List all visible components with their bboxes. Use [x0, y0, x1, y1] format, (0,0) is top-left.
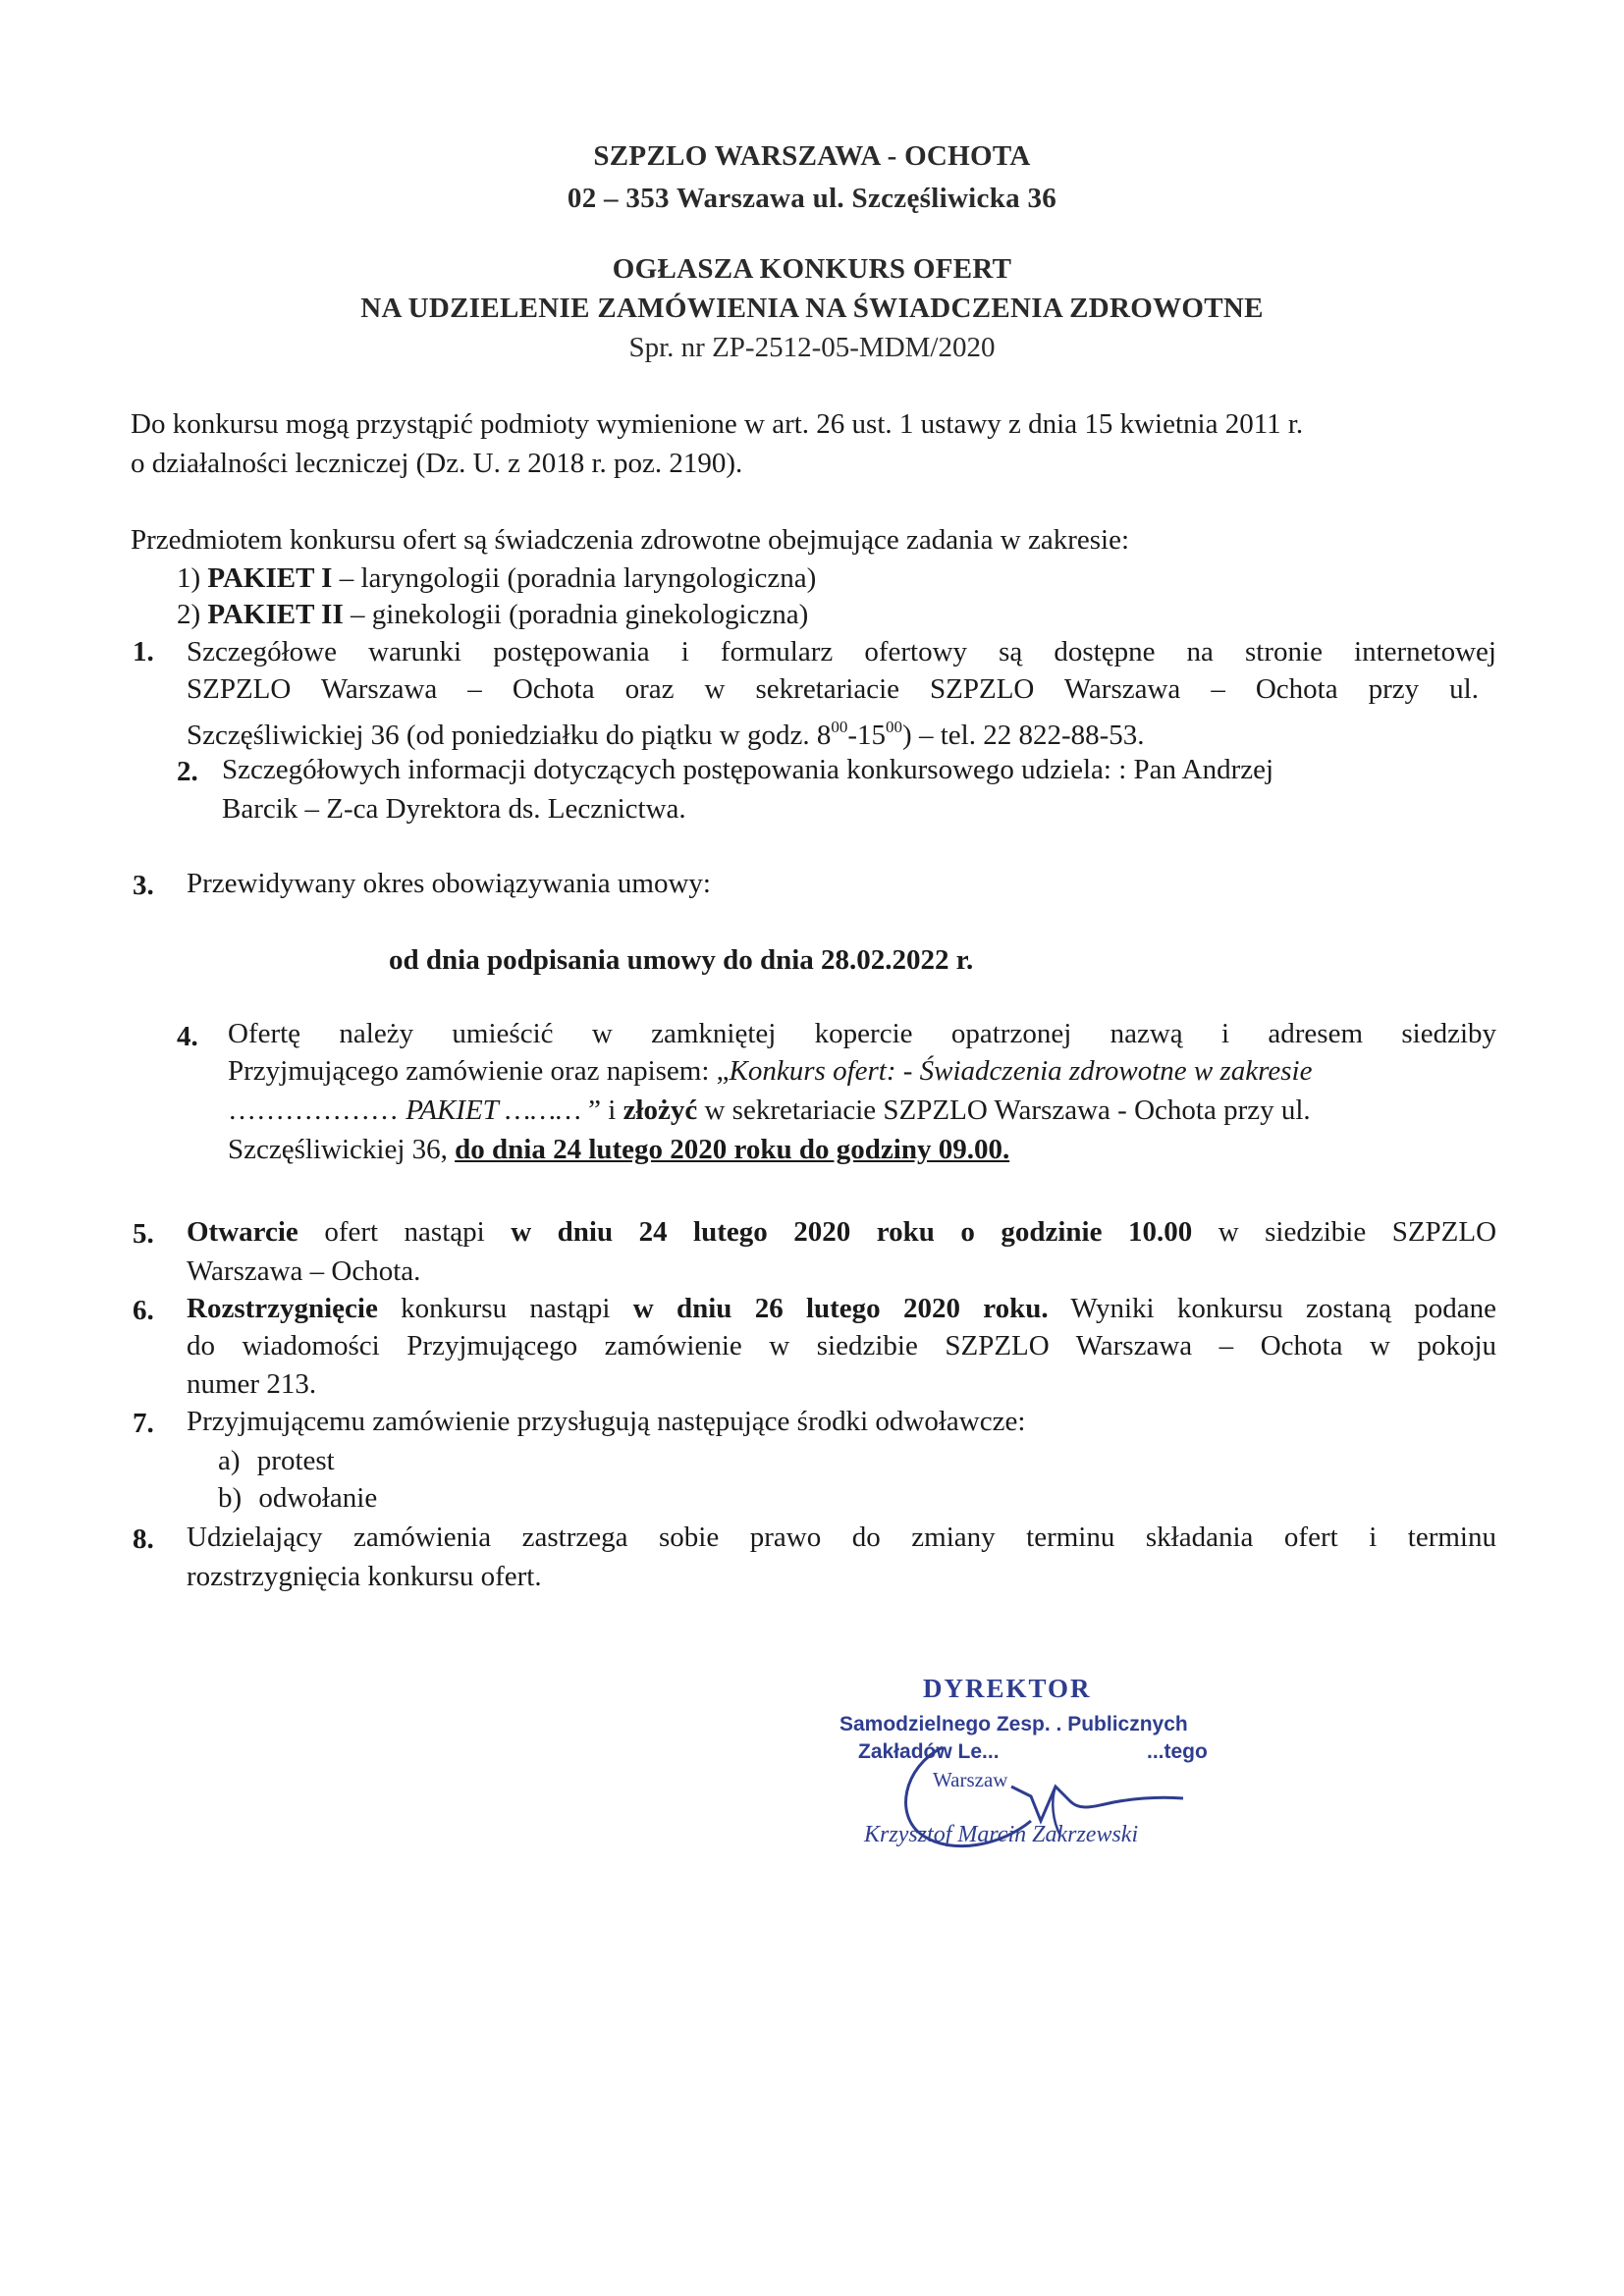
- stamp-line-2b: ...tego: [1147, 1740, 1208, 1763]
- item-4-deadline: do dnia 24 lutego 2020 roku do godziny 09.00.: [455, 1134, 1010, 1165]
- item-5-line-1: [187, 1214, 1496, 1251]
- announcement-title: OGŁASZA KONKURS OFERT: [612, 253, 1012, 285]
- results-text: Wyniki konkursu zostaną podane: [1070, 1293, 1497, 1324]
- package-1-desc: – laryngologii (poradnia laryngologiczna): [339, 562, 817, 594]
- opening-word: Otwarcie: [187, 1216, 298, 1248]
- hours-start-sup: 00: [831, 718, 848, 736]
- package-1-name: PAKIET I: [207, 562, 333, 594]
- intro-line-2: o działalności leczniczej (Dz. U. z 2018 r. poz. 2190).: [131, 448, 743, 479]
- announcement-subtitle: NA UDZIELENIE ZAMÓWIENIA NA ŚWIADCZENIA ZDROWOTNE: [360, 293, 1264, 324]
- resolution-date: w dniu 26 lutego 2020 roku.: [632, 1293, 1049, 1324]
- signature-icon: [884, 1728, 1218, 1865]
- item-4-package-placeholder: PAKIET ………: [406, 1095, 581, 1126]
- item-6-line-1: [187, 1291, 1496, 1327]
- hours-end-sup: 00: [886, 718, 903, 736]
- stamp-line-1: Samodzielnego Zesp. . Publicznych: [839, 1713, 1188, 1735]
- item-2-number: 2.: [177, 756, 198, 787]
- item-4-dots: ………………: [228, 1095, 399, 1126]
- item-4-submit-word: złożyć: [623, 1095, 698, 1126]
- subject-lead: Przedmiotem konkursu ofert są świadczenia zdrowotne obejmujące zadania w zakresie:: [131, 524, 1130, 556]
- item-1-line-2: SZPZLO Warszawa – Ochota oraz w sekretariacie SZPZLO Warszawa – Ochota przy ul.: [187, 673, 1479, 705]
- item-8-number: 8.: [133, 1523, 154, 1555]
- intro-line-1: Do konkursu mogą przystąpić podmioty wymienione w art. 26 ust. 1 ustawy z dnia 15 kwietnia 2011 r.: [131, 408, 1304, 440]
- item-7-number: 7.: [133, 1408, 154, 1439]
- package-1: [177, 561, 816, 597]
- item-5-number: 5.: [133, 1218, 154, 1250]
- item-4-envelope-label: Konkurs ofert: - Świadczenia zdrowotne w zakresie: [729, 1055, 1313, 1087]
- package-2-name: PAKIET II: [207, 599, 344, 630]
- item-2-line-2: Barcik – Z-ca Dyrektora ds. Lecznictwa.: [222, 793, 686, 825]
- package-2: [177, 597, 808, 633]
- opening-place: w siedzibie SZPZLO: [1218, 1216, 1497, 1248]
- item-4-line-3: [228, 1093, 1311, 1129]
- item-2-line-1: Szczegółowych informacji dotyczących postępowania konkursowego udziela: : Pan Andrzej: [222, 754, 1274, 785]
- item-8-line-1: Udzielający zamówienia zastrzega sobie prawo do zmiany terminu składania ofert i terminu: [187, 1522, 1496, 1553]
- opening-text: ofert nastąpi: [324, 1216, 485, 1248]
- item-4-line-1: Ofertę należy umieścić w zamkniętej kopercie opatrzonej nazwą i adresem siedziby: [228, 1018, 1496, 1049]
- item-5-line-2: Warszawa – Ochota.: [187, 1255, 421, 1287]
- stamp-line-2: Zakładów Le...: [858, 1740, 1000, 1763]
- package-2-desc: – ginekologii (poradnia ginekologiczna): [351, 599, 809, 630]
- item-3-line-1: Przewidywany okres obowiązywania umowy:: [187, 868, 711, 899]
- remedy-b-text: odwołanie: [258, 1482, 378, 1514]
- remedy-a-text: protest: [256, 1445, 335, 1476]
- item-3-number: 3.: [133, 870, 154, 901]
- remedy-a: [218, 1443, 335, 1479]
- item-1-hours-text: Szczęśliwickiej 36 (od poniedziałku do piątku w godz. 8: [187, 720, 832, 751]
- item-4-quote-close: ” i: [588, 1095, 617, 1126]
- item-1-line-3: [187, 709, 1145, 754]
- remedy-b-letter: b): [218, 1482, 243, 1514]
- stamp-line-3: Warszaw: [933, 1768, 1008, 1791]
- phone-text: ) – tel. 22 822-88-53.: [902, 720, 1145, 751]
- item-6-number: 6.: [133, 1295, 154, 1326]
- opening-date: w dniu 24 lutego 2020 roku o godzinie 10.00: [511, 1216, 1193, 1248]
- case-number: Spr. nr ZP-2512-05-MDM/2020: [628, 332, 996, 363]
- item-6-line-3: numer 213.: [187, 1368, 317, 1400]
- director-name: Krzysztof Marcin Zakrzewski: [864, 1822, 1139, 1847]
- item-4-envelope-text: Przyjmującego zamówienie oraz napisem: „: [228, 1055, 730, 1087]
- hours-end: -15: [847, 720, 887, 751]
- item-8-line-2: rozstrzygnięcia konkursu ofert.: [187, 1561, 542, 1592]
- contract-period-text: od dnia podpisania umowy do dnia 28.02.2022 r.: [389, 944, 974, 976]
- item-4-submit-place: w sekretariacie SZPZLO Warszawa - Ochota przy ul.: [704, 1095, 1311, 1126]
- org-name: SZPZLO WARSZAWA - OCHOTA: [593, 140, 1031, 172]
- item-4-line-2: [228, 1053, 1312, 1090]
- item-1-line-1: Szczegółowe warunki postępowania i formularz ofertowy są dostępne na stronie internetowej: [187, 636, 1496, 667]
- contract-period: [389, 942, 973, 979]
- stamp-title: DYREKTOR: [923, 1674, 1092, 1703]
- package-2-number: 2): [177, 599, 201, 630]
- package-1-number: 1): [177, 562, 201, 594]
- resolution-text: konkursu nastąpi: [401, 1293, 611, 1324]
- item-4-number: 4.: [177, 1021, 198, 1052]
- item-7-line-1: Przyjmującemu zamówienie przysługują następujące środki odwoławcze:: [187, 1406, 1026, 1437]
- item-6-line-2: do wiadomości Przyjmującego zamówienie w siedzibie SZPZLO Warszawa – Ochota w pokoju: [187, 1330, 1496, 1362]
- item-1-number: 1.: [133, 636, 154, 667]
- item-4-line-4: [228, 1132, 1009, 1168]
- remedy-b: [218, 1480, 377, 1517]
- org-address: 02 – 353 Warszawa ul. Szczęśliwicka 36: [567, 183, 1057, 214]
- item-4-street: Szczęśliwickiej 36,: [228, 1134, 448, 1165]
- resolution-word: Rozstrzygnięcie: [187, 1293, 378, 1324]
- remedy-a-letter: a): [218, 1445, 241, 1476]
